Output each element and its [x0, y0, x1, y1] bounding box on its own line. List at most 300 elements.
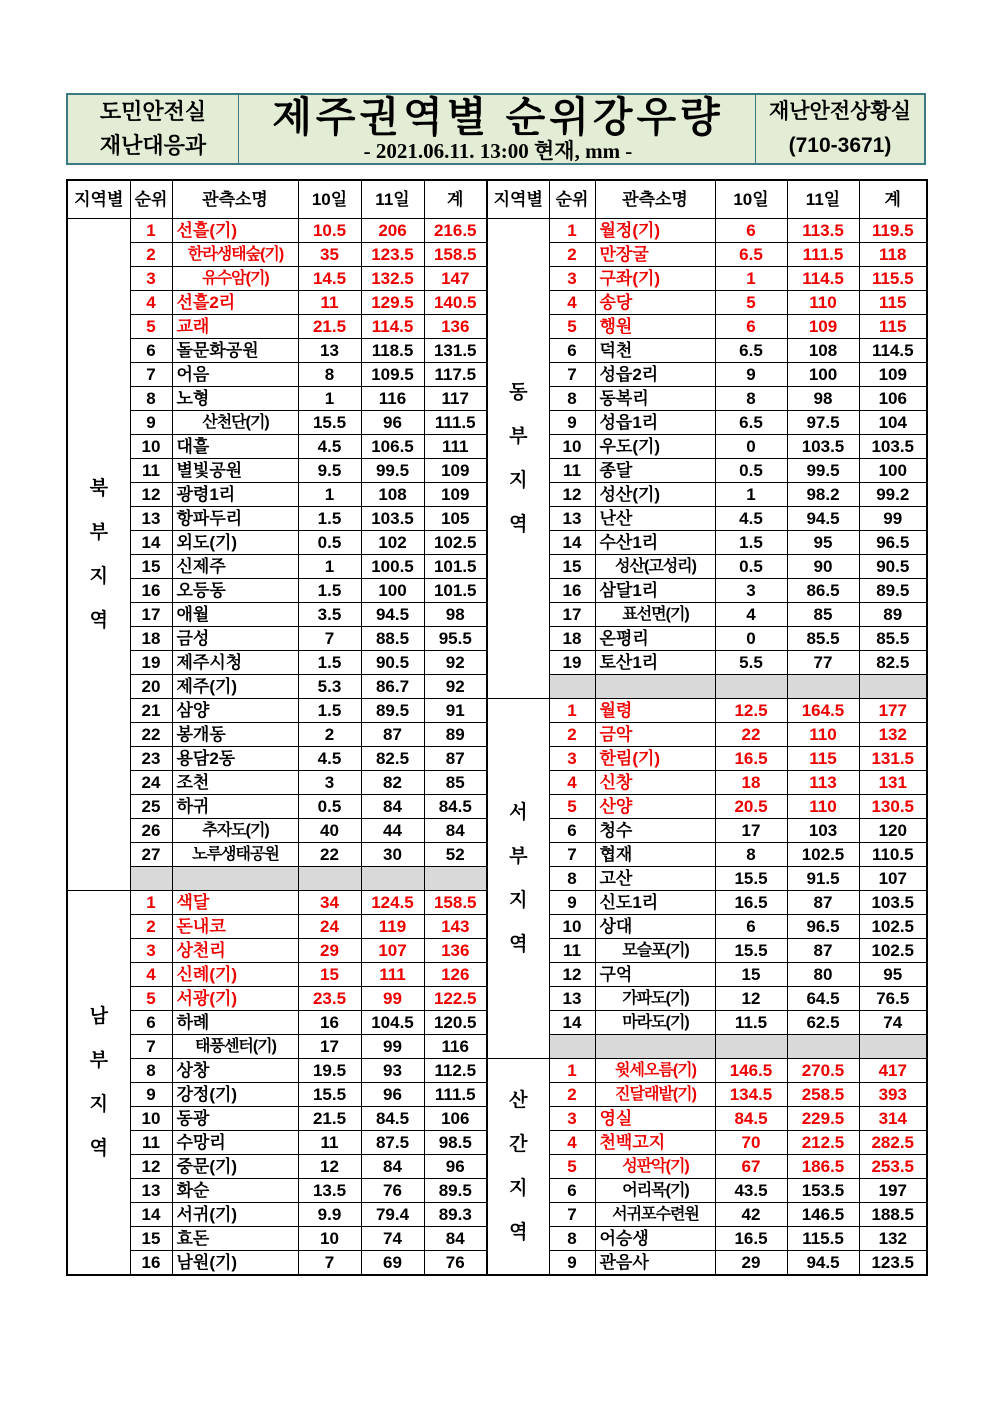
- rank-cell: 7: [130, 363, 172, 387]
- rank-cell: 6: [549, 1179, 595, 1203]
- report-subtitle: - 2021.06.11. 13:00 현재, mm -: [363, 139, 633, 163]
- day10-value: 12.5: [715, 699, 787, 723]
- day11-value: 98: [787, 387, 859, 411]
- day11-value: 82.5: [361, 747, 424, 771]
- day10-value: 16.5: [715, 891, 787, 915]
- station-cell: 노형: [172, 387, 298, 411]
- station-cell: 대흘: [172, 435, 298, 459]
- table-row: [67, 531, 487, 555]
- day10-value: 29: [298, 939, 361, 963]
- day11-value: 79.4: [361, 1203, 424, 1227]
- day10-value: 3.5: [298, 603, 361, 627]
- rank-cell: 4: [130, 963, 172, 987]
- total-value: 109: [859, 363, 927, 387]
- rank-cell: 11: [130, 459, 172, 483]
- rank-cell: 1: [130, 891, 172, 915]
- table-row: [487, 987, 927, 1011]
- station-cell: 태풍센터(기): [172, 1035, 298, 1059]
- rank-cell: 24: [130, 771, 172, 795]
- day10-value: 12: [298, 1155, 361, 1179]
- total-value: 136: [424, 939, 487, 963]
- total-value: 114.5: [859, 339, 927, 363]
- station-cell: 금성: [172, 627, 298, 651]
- contact-office: 재난안전상황실: [768, 100, 911, 123]
- day11-value: 88.5: [361, 627, 424, 651]
- table-row: [67, 579, 487, 603]
- rank-cell: 6: [549, 339, 595, 363]
- right-rainfall-table: [486, 179, 928, 1276]
- table-row: [67, 507, 487, 531]
- station-cell: 신례(기): [172, 963, 298, 987]
- rank-cell: 4: [549, 771, 595, 795]
- day10-value: 17: [298, 1035, 361, 1059]
- day11-value: 164.5: [787, 699, 859, 723]
- rank-cell: 14: [549, 531, 595, 555]
- day10-value: 14.5: [298, 267, 361, 291]
- day11-value: 93: [361, 1059, 424, 1083]
- empty-cell: [595, 675, 715, 699]
- day10-value: 34: [298, 891, 361, 915]
- station-cell: 서귀포수련원: [595, 1203, 715, 1227]
- total-value: 120.5: [424, 1011, 487, 1035]
- day11-value: 97.5: [787, 411, 859, 435]
- rank-cell: 3: [549, 747, 595, 771]
- table-row: [487, 891, 927, 915]
- station-cell: 하귀: [172, 795, 298, 819]
- day10-value: 5.5: [715, 651, 787, 675]
- day11-value: 113.5: [787, 219, 859, 243]
- total-value: 197: [859, 1179, 927, 1203]
- day11-value: 30: [361, 843, 424, 867]
- table-row: [487, 507, 927, 531]
- region-label-text: 남 부 지 역: [89, 1005, 108, 1159]
- day10-value: 6: [715, 219, 787, 243]
- station-cell: 수망리: [172, 1131, 298, 1155]
- day10-value: 1: [298, 555, 361, 579]
- total-value: 89.5: [424, 1179, 487, 1203]
- day11-value: 69: [361, 1251, 424, 1276]
- station-cell: 성산(기): [595, 483, 715, 507]
- day10-value: 23.5: [298, 987, 361, 1011]
- rank-cell: 1: [549, 1059, 595, 1083]
- total-value: 89.5: [859, 579, 927, 603]
- table-row: [67, 411, 487, 435]
- day10-value: 35: [298, 243, 361, 267]
- day10-value: 7: [298, 627, 361, 651]
- table-row: [487, 843, 927, 867]
- total-value: 117.5: [424, 363, 487, 387]
- rank-cell: 8: [549, 1227, 595, 1251]
- station-cell: 천백고지: [595, 1131, 715, 1155]
- day11-value: 86.7: [361, 675, 424, 699]
- station-cell: 광령1리: [172, 483, 298, 507]
- table-row: [67, 1131, 487, 1155]
- empty-cell: [715, 1035, 787, 1059]
- station-cell: 항파두리: [172, 507, 298, 531]
- station-cell: 종달: [595, 459, 715, 483]
- rank-cell: 14: [130, 1203, 172, 1227]
- right-table-body: [487, 219, 927, 1276]
- total-value: 101.5: [424, 579, 487, 603]
- table-row: [67, 603, 487, 627]
- empty-cell: [361, 867, 424, 891]
- table-row: [487, 1251, 927, 1276]
- station-cell: 우도(기): [595, 435, 715, 459]
- total-value: 119.5: [859, 219, 927, 243]
- total-value: 140.5: [424, 291, 487, 315]
- table-row: [67, 1227, 487, 1251]
- rank-cell: 13: [549, 507, 595, 531]
- station-cell: 산양: [595, 795, 715, 819]
- day10-value: 0.5: [715, 459, 787, 483]
- station-cell: 서귀(기): [172, 1203, 298, 1227]
- day10-value: 6: [715, 315, 787, 339]
- table-row: [487, 339, 927, 363]
- total-value: 101.5: [424, 555, 487, 579]
- station-cell: 월정(기): [595, 219, 715, 243]
- total-value: 143: [424, 915, 487, 939]
- region-label-text: 서 부 지 역: [509, 801, 528, 955]
- day11-value: 91.5: [787, 867, 859, 891]
- day10-value: 67: [715, 1155, 787, 1179]
- rank-cell: 10: [130, 435, 172, 459]
- rank-cell: 18: [130, 627, 172, 651]
- day10-value: 15: [715, 963, 787, 987]
- table-row: [487, 483, 927, 507]
- table-row: [487, 435, 927, 459]
- day11-value: 100.5: [361, 555, 424, 579]
- col-station: 관측소명: [595, 180, 715, 219]
- total-value: 89: [859, 603, 927, 627]
- day11-value: 77: [787, 651, 859, 675]
- rank-cell: 8: [549, 867, 595, 891]
- day11-value: 94.5: [361, 603, 424, 627]
- station-cell: 유수암(기): [172, 267, 298, 291]
- rank-cell: 13: [130, 507, 172, 531]
- total-value: 417: [859, 1059, 927, 1083]
- total-value: 117: [424, 387, 487, 411]
- total-value: 111.5: [424, 411, 487, 435]
- col-total: 계: [424, 180, 487, 219]
- day10-value: 4.5: [298, 747, 361, 771]
- empty-cell: [549, 1035, 595, 1059]
- day11-value: 98.2: [787, 483, 859, 507]
- empty-cell: [715, 675, 787, 699]
- table-row: [67, 1083, 487, 1107]
- day10-value: 1: [298, 387, 361, 411]
- station-cell: 성읍1리: [595, 411, 715, 435]
- rank-cell: 7: [549, 363, 595, 387]
- separator-row: [487, 1035, 927, 1059]
- day11-value: 90: [787, 555, 859, 579]
- day10-value: 7: [298, 1251, 361, 1276]
- day10-value: 16: [298, 1011, 361, 1035]
- rank-cell: 9: [549, 891, 595, 915]
- total-value: 131: [859, 771, 927, 795]
- table-row: [487, 819, 927, 843]
- day11-value: 111.5: [787, 243, 859, 267]
- day11-value: 110: [787, 795, 859, 819]
- table-row: [67, 363, 487, 387]
- station-cell: 가파도(기): [595, 987, 715, 1011]
- col-total: 계: [859, 180, 927, 219]
- station-cell: 토산1리: [595, 651, 715, 675]
- station-cell: 신창: [595, 771, 715, 795]
- day10-value: 4.5: [715, 507, 787, 531]
- day10-value: 0: [715, 627, 787, 651]
- day11-value: 84: [361, 795, 424, 819]
- total-value: 85: [424, 771, 487, 795]
- station-cell: 성읍2리: [595, 363, 715, 387]
- table-row: [67, 627, 487, 651]
- rank-cell: 6: [549, 819, 595, 843]
- table-row: [487, 939, 927, 963]
- day11-value: 109: [787, 315, 859, 339]
- separator-row: [67, 867, 487, 891]
- station-cell: 동광: [172, 1107, 298, 1131]
- day11-value: 109.5: [361, 363, 424, 387]
- day10-value: 3: [715, 579, 787, 603]
- rank-cell: 5: [549, 1155, 595, 1179]
- day11-value: 132.5: [361, 267, 424, 291]
- table-row: [487, 1107, 927, 1131]
- total-value: 282.5: [859, 1131, 927, 1155]
- day11-value: 153.5: [787, 1179, 859, 1203]
- day11-value: 206: [361, 219, 424, 243]
- table-row: [487, 651, 927, 675]
- station-cell: 서광(기): [172, 987, 298, 1011]
- total-value: 84.5: [424, 795, 487, 819]
- day11-value: 99.5: [361, 459, 424, 483]
- rank-cell: 7: [549, 1203, 595, 1227]
- rank-cell: 4: [130, 291, 172, 315]
- table-row: [67, 723, 487, 747]
- table-row: [487, 627, 927, 651]
- station-cell: 고산: [595, 867, 715, 891]
- station-cell: 행원: [595, 315, 715, 339]
- total-value: 104: [859, 411, 927, 435]
- total-value: 92: [424, 651, 487, 675]
- day10-value: 0: [715, 435, 787, 459]
- rank-cell: 6: [130, 339, 172, 363]
- rank-cell: 13: [549, 987, 595, 1011]
- day11-value: 106.5: [361, 435, 424, 459]
- station-cell: 한라생태숲(기): [172, 243, 298, 267]
- region-label-text: 북 부 지 역: [89, 477, 108, 631]
- day10-value: 9.9: [298, 1203, 361, 1227]
- total-value: 111.5: [424, 1083, 487, 1107]
- total-value: 82.5: [859, 651, 927, 675]
- table-row: [487, 963, 927, 987]
- col-day11: 11일: [361, 180, 424, 219]
- station-cell: 영실: [595, 1107, 715, 1131]
- station-cell: 산천단(기): [172, 411, 298, 435]
- table-row: [487, 411, 927, 435]
- day11-value: 96: [361, 1083, 424, 1107]
- day11-value: 110: [787, 291, 859, 315]
- station-cell: 송당: [595, 291, 715, 315]
- station-cell: 봉개동: [172, 723, 298, 747]
- total-value: 120: [859, 819, 927, 843]
- total-value: 96: [424, 1155, 487, 1179]
- rank-cell: 14: [549, 1011, 595, 1035]
- day10-value: 1.5: [298, 651, 361, 675]
- day11-value: 99: [361, 1035, 424, 1059]
- total-value: 95: [859, 963, 927, 987]
- station-cell: 어승생: [595, 1227, 715, 1251]
- total-value: 132: [859, 1227, 927, 1251]
- total-value: 115: [859, 315, 927, 339]
- rank-cell: 12: [549, 483, 595, 507]
- col-rank: 순위: [130, 180, 172, 219]
- table-row: [67, 747, 487, 771]
- rank-cell: 10: [549, 915, 595, 939]
- table-row: [487, 459, 927, 483]
- station-cell: 만장굴: [595, 243, 715, 267]
- station-cell: 표선면(기): [595, 603, 715, 627]
- rank-cell: 2: [549, 723, 595, 747]
- day10-value: 40: [298, 819, 361, 843]
- table-row: [487, 579, 927, 603]
- day11-value: 103.5: [361, 507, 424, 531]
- total-value: 112.5: [424, 1059, 487, 1083]
- table-row: [487, 219, 927, 243]
- contact-phone: (710-3671): [788, 134, 892, 157]
- day10-value: 20.5: [715, 795, 787, 819]
- total-value: 52: [424, 843, 487, 867]
- table-row: [67, 459, 487, 483]
- station-cell: 진달래밭(기): [595, 1083, 715, 1107]
- table-row: [487, 915, 927, 939]
- total-value: 95.5: [424, 627, 487, 651]
- station-cell: 용담2동: [172, 747, 298, 771]
- day11-value: 74: [361, 1227, 424, 1251]
- rank-cell: 1: [549, 219, 595, 243]
- total-value: 84: [424, 819, 487, 843]
- total-value: 116: [424, 1035, 487, 1059]
- station-cell: 삼달1리: [595, 579, 715, 603]
- rank-cell: 11: [549, 939, 595, 963]
- day11-value: 229.5: [787, 1107, 859, 1131]
- separator-row: [487, 675, 927, 699]
- day10-value: 8: [298, 363, 361, 387]
- day11-value: 76: [361, 1179, 424, 1203]
- total-value: 102.5: [859, 915, 927, 939]
- station-cell: 돌문화공원: [172, 339, 298, 363]
- station-cell: 마라도(기): [595, 1011, 715, 1035]
- station-cell: 효돈: [172, 1227, 298, 1251]
- rank-cell: 15: [549, 555, 595, 579]
- table-row: [487, 1011, 927, 1035]
- empty-cell: [424, 867, 487, 891]
- rank-cell: 8: [549, 387, 595, 411]
- day11-value: 84: [361, 1155, 424, 1179]
- contact-block: [755, 95, 924, 163]
- day11-value: 212.5: [787, 1131, 859, 1155]
- day10-value: 1.5: [715, 531, 787, 555]
- total-value: 253.5: [859, 1155, 927, 1179]
- table-row: [487, 387, 927, 411]
- empty-cell: [859, 1035, 927, 1059]
- total-value: 188.5: [859, 1203, 927, 1227]
- day11-value: 87.5: [361, 1131, 424, 1155]
- day11-value: 102.5: [787, 843, 859, 867]
- day10-value: 84.5: [715, 1107, 787, 1131]
- region-label-south: [67, 891, 130, 1276]
- day11-value: 99: [361, 987, 424, 1011]
- day10-value: 4: [715, 603, 787, 627]
- total-value: 158.5: [424, 891, 487, 915]
- rank-cell: 7: [549, 843, 595, 867]
- station-cell: 색달: [172, 891, 298, 915]
- day10-value: 70: [715, 1131, 787, 1155]
- station-cell: 삼양: [172, 699, 298, 723]
- day10-value: 1.5: [298, 507, 361, 531]
- table-row: [67, 1035, 487, 1059]
- table-row: [487, 867, 927, 891]
- total-value: 177: [859, 699, 927, 723]
- rank-cell: 16: [130, 579, 172, 603]
- day11-value: 102: [361, 531, 424, 555]
- total-value: 115: [859, 291, 927, 315]
- total-value: 111: [424, 435, 487, 459]
- day10-value: 24: [298, 915, 361, 939]
- day11-value: 110: [787, 723, 859, 747]
- day10-value: 5.3: [298, 675, 361, 699]
- rank-cell: 2: [130, 915, 172, 939]
- table-row: [67, 291, 487, 315]
- station-cell: 월령: [595, 699, 715, 723]
- table-row: [487, 243, 927, 267]
- day11-value: 87: [787, 891, 859, 915]
- day10-value: 0.5: [715, 555, 787, 579]
- day10-value: 0.5: [298, 795, 361, 819]
- day10-value: 6: [715, 915, 787, 939]
- col-day10: 10일: [298, 180, 361, 219]
- department-line1: 도민안전실: [99, 99, 207, 124]
- rank-cell: 14: [130, 531, 172, 555]
- day10-value: 43.5: [715, 1179, 787, 1203]
- table-row: [67, 219, 487, 243]
- day10-value: 1: [715, 267, 787, 291]
- station-cell: 성판악(기): [595, 1155, 715, 1179]
- rank-cell: 9: [549, 411, 595, 435]
- day10-value: 11.5: [715, 1011, 787, 1035]
- department-block: [68, 95, 239, 163]
- empty-cell: [298, 867, 361, 891]
- day11-value: 87: [361, 723, 424, 747]
- day11-value: 103: [787, 819, 859, 843]
- day11-value: 94.5: [787, 507, 859, 531]
- station-cell: 금악: [595, 723, 715, 747]
- table-row: [67, 315, 487, 339]
- day11-value: 186.5: [787, 1155, 859, 1179]
- station-cell: 성산(고성리): [595, 555, 715, 579]
- total-value: 96.5: [859, 531, 927, 555]
- rank-cell: 8: [130, 387, 172, 411]
- col-day11: 11일: [787, 180, 859, 219]
- col-day10: 10일: [715, 180, 787, 219]
- total-value: 102.5: [424, 531, 487, 555]
- rank-cell: 3: [549, 267, 595, 291]
- table-row: [487, 1131, 927, 1155]
- day10-value: 6.5: [715, 243, 787, 267]
- table-row: [487, 1059, 927, 1083]
- day11-value: 111: [361, 963, 424, 987]
- day10-value: 1: [298, 483, 361, 507]
- total-value: 107: [859, 867, 927, 891]
- day11-value: 100: [361, 579, 424, 603]
